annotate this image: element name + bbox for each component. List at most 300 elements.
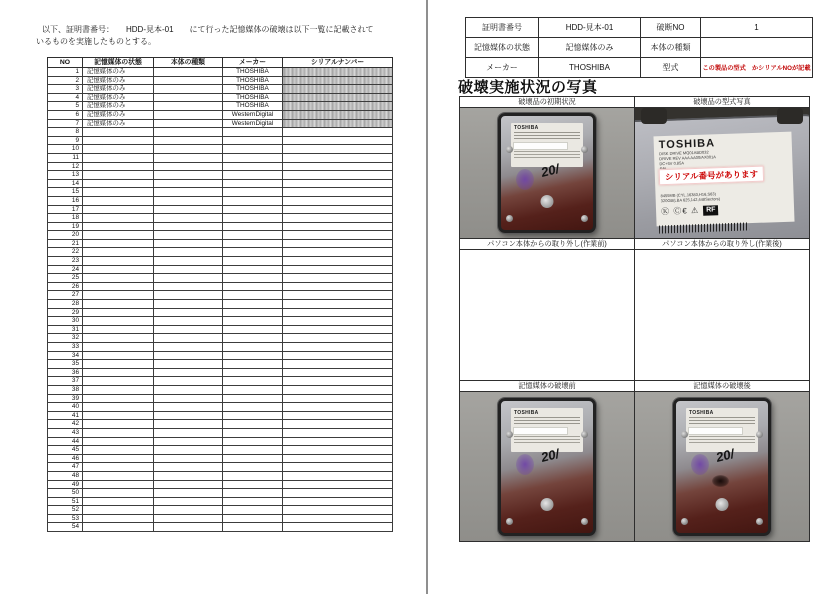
cell-maker	[223, 343, 283, 352]
cell-serial	[283, 334, 393, 343]
cell-maker	[223, 231, 283, 240]
cell-maker	[223, 360, 283, 369]
table-row	[48, 119, 393, 128]
cell-serial	[283, 377, 393, 386]
cell-state	[83, 196, 154, 205]
cell-body	[154, 385, 223, 394]
cell-maker	[223, 171, 283, 180]
handwritten-mark: 20/	[714, 445, 736, 465]
label-line: 320GB(LBA 625,142,448Sectors)	[660, 196, 721, 204]
cell-body	[154, 85, 223, 94]
table-row	[48, 463, 393, 472]
cell-body	[154, 205, 223, 214]
cell-serial	[283, 411, 393, 420]
table-row	[48, 514, 393, 523]
table-row	[48, 85, 393, 94]
cell-state	[83, 471, 154, 480]
cell-serial	[283, 317, 393, 326]
table-row	[48, 153, 393, 162]
cell-body	[154, 428, 223, 437]
cell-maker	[223, 128, 283, 137]
table-row	[48, 257, 393, 266]
handwritten-mark: 20/	[539, 161, 561, 180]
cell-maker	[223, 385, 283, 394]
caption-removal-after: パソコン本体からの取り外し(作業後)	[635, 239, 810, 250]
cell-maker	[223, 446, 283, 455]
cell-state	[83, 222, 154, 231]
cell-state	[83, 145, 154, 154]
cell-serial	[283, 196, 393, 205]
cell-serial	[283, 68, 393, 77]
cell-maker	[223, 265, 283, 274]
cell-state	[83, 205, 154, 214]
cell-no: 15	[48, 188, 83, 197]
cell-maker	[223, 214, 283, 223]
cell-state: 記憶媒体のみ	[83, 119, 154, 128]
cell-serial	[283, 428, 393, 437]
table-row	[48, 196, 393, 205]
table-row	[48, 497, 393, 506]
cell-no: 23	[48, 257, 83, 266]
cell-no: 28	[48, 300, 83, 309]
table-row	[48, 411, 393, 420]
photo-model-label	[635, 108, 809, 238]
cell-maker	[223, 248, 283, 257]
table-row	[48, 265, 393, 274]
certificate-header-table	[465, 17, 813, 78]
table-row	[48, 76, 393, 85]
cell-maker	[223, 489, 283, 498]
table-row	[48, 351, 393, 360]
table-row	[48, 454, 393, 463]
cell-no: 9	[48, 136, 83, 145]
table-row	[48, 523, 393, 532]
cell-body	[154, 145, 223, 154]
cell-maker: THOSHIBA	[223, 76, 283, 85]
cell-state	[83, 454, 154, 463]
cell-state	[83, 248, 154, 257]
cell-state: 記憶媒体のみ	[83, 93, 154, 102]
cell-no: 13	[48, 171, 83, 180]
cert-value: 1	[701, 18, 813, 38]
cell-no: 24	[48, 265, 83, 274]
cell-body	[154, 239, 223, 248]
cell-state	[83, 300, 154, 309]
cell-no: 36	[48, 368, 83, 377]
closeup-shadow	[777, 108, 803, 124]
cell-no: 5	[48, 102, 83, 111]
table-row	[48, 162, 393, 171]
screw-icon	[581, 146, 588, 153]
cell-state	[83, 282, 154, 291]
cell-no: 7	[48, 119, 83, 128]
cell-maker	[223, 514, 283, 523]
screw-icon	[756, 518, 763, 525]
cell-body	[154, 351, 223, 360]
cell-serial	[283, 394, 393, 403]
cell-body	[154, 257, 223, 266]
hdd-serial-redaction	[514, 428, 567, 434]
cell-serial	[283, 300, 393, 309]
cell-serial	[283, 308, 393, 317]
page-title: 破壊実施状況の写真	[458, 79, 598, 96]
cell-state	[83, 446, 154, 455]
cell-body	[154, 471, 223, 480]
table-row	[48, 385, 393, 394]
cell-body	[154, 411, 223, 420]
cell-maker	[223, 282, 283, 291]
model-note-red-text: この製品の型式 かシリアルNOが記載	[701, 58, 813, 78]
table-row	[48, 248, 393, 257]
label-line: DC+5V 0.85A	[659, 160, 685, 167]
photo-cell	[635, 108, 810, 239]
cell-no: 1	[48, 68, 83, 77]
cell-maker: THOSHIBA	[223, 85, 283, 94]
cell-state	[83, 265, 154, 274]
cell-state	[83, 128, 154, 137]
cell-maker	[223, 153, 283, 162]
cell-no: 48	[48, 471, 83, 480]
cell-maker	[223, 394, 283, 403]
cell-serial	[283, 506, 393, 515]
table-row	[48, 506, 393, 515]
column-header: シリアルナンバー	[283, 58, 393, 68]
cell-state	[83, 506, 154, 515]
cell-serial	[283, 454, 393, 463]
cert-label: 証明書番号	[466, 18, 539, 38]
cell-maker	[223, 411, 283, 420]
hdd-label-lines	[514, 417, 580, 426]
cert-label: 記憶媒体の状態	[466, 38, 539, 58]
cert-row	[466, 38, 813, 58]
screw-icon	[581, 215, 588, 222]
hdd-serial-redaction	[689, 428, 742, 434]
cell-state: 記憶媒体のみ	[83, 68, 154, 77]
cell-serial	[283, 291, 393, 300]
photo-row	[460, 250, 810, 381]
cell-maker	[223, 368, 283, 377]
cell-body	[154, 196, 223, 205]
cell-maker	[223, 523, 283, 532]
cell-no: 49	[48, 480, 83, 489]
cell-maker: THOSHIBA	[223, 68, 283, 77]
table-row	[48, 205, 393, 214]
cell-state: 記憶媒体のみ	[83, 76, 154, 85]
cell-state	[83, 351, 154, 360]
cell-no: 22	[48, 248, 83, 257]
cell-body	[154, 265, 223, 274]
cell-body	[154, 437, 223, 446]
cert-value	[701, 38, 813, 58]
cell-body	[154, 497, 223, 506]
cell-serial	[283, 136, 393, 145]
cell-state	[83, 214, 154, 223]
cell-maker	[223, 480, 283, 489]
cell-serial	[283, 76, 393, 85]
cell-maker: WesternDigital	[223, 110, 283, 119]
cell-maker	[223, 506, 283, 515]
cell-serial	[283, 171, 393, 180]
table-row	[48, 489, 393, 498]
cell-state	[83, 188, 154, 197]
table-row	[48, 394, 393, 403]
caption-removal-before: パソコン本体からの取り外し(作業前)	[460, 239, 635, 250]
table-row	[48, 343, 393, 352]
table-row	[48, 239, 393, 248]
cell-body	[154, 334, 223, 343]
cell-no: 21	[48, 239, 83, 248]
cell-no: 6	[48, 110, 83, 119]
cell-serial	[283, 403, 393, 412]
hdd-image-destroyed	[673, 398, 771, 536]
cell-no: 25	[48, 274, 83, 283]
cell-state	[83, 497, 154, 506]
cell-serial	[283, 205, 393, 214]
cell-no: 20	[48, 231, 83, 240]
cell-no: 29	[48, 308, 83, 317]
cell-no: 32	[48, 334, 83, 343]
hdd-brand-text: TOSHIBA	[514, 125, 539, 131]
cell-serial	[283, 489, 393, 498]
cell-body	[154, 489, 223, 498]
cell-serial	[283, 351, 393, 360]
cell-serial	[283, 446, 393, 455]
intro-line-2: いるものを実施したものとする。	[36, 36, 156, 46]
cell-body	[154, 171, 223, 180]
cell-body	[154, 377, 223, 386]
cell-serial	[283, 102, 393, 111]
screw-icon	[681, 518, 688, 525]
cell-state	[83, 308, 154, 317]
cell-body	[154, 119, 223, 128]
cell-serial	[283, 437, 393, 446]
cell-no: 38	[48, 385, 83, 394]
cell-state: 記憶媒体のみ	[83, 110, 154, 119]
caption-initial-state: 破壊品の初期状況	[460, 97, 635, 108]
cert-row	[466, 18, 813, 38]
cell-no: 51	[48, 497, 83, 506]
cell-body	[154, 325, 223, 334]
hdd-serial-redaction	[514, 143, 567, 149]
caption-destroy-before: 記憶媒体の破壊前	[460, 381, 635, 392]
cell-maker	[223, 377, 283, 386]
cell-serial	[283, 343, 393, 352]
cell-no: 33	[48, 343, 83, 352]
cell-state	[83, 514, 154, 523]
cell-body	[154, 231, 223, 240]
cell-state	[83, 334, 154, 343]
cell-serial	[283, 188, 393, 197]
cell-serial	[283, 239, 393, 248]
cell-state	[83, 162, 154, 171]
table-row	[48, 480, 393, 489]
cell-body	[154, 454, 223, 463]
cell-serial	[283, 385, 393, 394]
cell-state	[83, 274, 154, 283]
cell-no: 34	[48, 351, 83, 360]
cell-body	[154, 480, 223, 489]
cell-state	[83, 463, 154, 472]
cell-no: 16	[48, 196, 83, 205]
cell-state	[83, 368, 154, 377]
photo-row	[460, 108, 810, 239]
cell-serial	[283, 85, 393, 94]
table-row	[48, 282, 393, 291]
cell-maker	[223, 308, 283, 317]
cell-maker	[223, 437, 283, 446]
purple-stamp	[691, 454, 709, 475]
screw-icon	[756, 431, 763, 438]
intro-line-1: 以下、証明書番号： HDD-見本-01 にて行った記憶媒体の破壊は以下一覧に記載されて	[42, 25, 374, 34]
cell-serial	[283, 360, 393, 369]
cell-state	[83, 153, 154, 162]
cert-value: HDD-見本-01	[539, 18, 641, 38]
cell-body	[154, 179, 223, 188]
cell-maker	[223, 471, 283, 480]
photo-empty-after	[635, 250, 809, 380]
cell-serial	[283, 325, 393, 334]
cell-serial	[283, 420, 393, 429]
table-row	[48, 93, 393, 102]
table-row	[48, 128, 393, 137]
table-row	[48, 231, 393, 240]
cell-body	[154, 282, 223, 291]
cell-serial	[283, 128, 393, 137]
cell-no: 11	[48, 153, 83, 162]
cell-maker	[223, 351, 283, 360]
cell-no: 27	[48, 291, 83, 300]
hdd-closeup-label	[653, 132, 794, 227]
photo-destroy-after	[635, 392, 809, 541]
column-header: 記憶媒体の状態	[83, 58, 154, 68]
hdd-label-lines	[514, 436, 580, 444]
cell-no: 4	[48, 93, 83, 102]
table-row	[48, 222, 393, 231]
caption-row	[460, 239, 810, 250]
cell-no: 31	[48, 325, 83, 334]
table-row	[48, 274, 393, 283]
cell-body	[154, 300, 223, 309]
cell-no: 2	[48, 76, 83, 85]
closeup-shadow	[641, 108, 667, 124]
media-table-head	[48, 58, 393, 68]
table-row	[48, 368, 393, 377]
cell-maker: THOSHIBA	[223, 102, 283, 111]
hdd-label-lines	[514, 132, 580, 141]
hdd-label-lines	[689, 436, 755, 444]
photo-row	[460, 392, 810, 542]
cell-maker	[223, 291, 283, 300]
cell-state	[83, 325, 154, 334]
cell-maker	[223, 196, 283, 205]
cell-no: 19	[48, 222, 83, 231]
table-row	[48, 136, 393, 145]
hdd-label	[686, 408, 758, 452]
cell-no: 14	[48, 179, 83, 188]
cell-no: 42	[48, 420, 83, 429]
cell-serial	[283, 110, 393, 119]
cert-label: 型式	[641, 58, 701, 78]
hdd-brand-text: TOSHIBA	[658, 137, 716, 152]
rf-logo: RF	[703, 205, 719, 216]
cell-body	[154, 110, 223, 119]
cell-maker	[223, 205, 283, 214]
cell-serial	[283, 282, 393, 291]
cell-maker	[223, 179, 283, 188]
hdd-brand-text: TOSHIBA	[689, 409, 714, 416]
cell-state	[83, 437, 154, 446]
photo-cell	[460, 108, 635, 239]
spindle-hub	[541, 498, 554, 511]
cert-glyph-icons: Ⓚ Ⓒ€ ⚠	[660, 205, 700, 217]
cell-body	[154, 368, 223, 377]
cell-no: 17	[48, 205, 83, 214]
cell-body	[154, 446, 223, 455]
screw-icon	[581, 518, 588, 525]
media-table-body	[48, 68, 393, 532]
cell-state	[83, 420, 154, 429]
cell-body	[154, 93, 223, 102]
cell-state	[83, 231, 154, 240]
caption-row	[460, 97, 810, 108]
table-row	[48, 446, 393, 455]
table-row	[48, 377, 393, 386]
cell-no: 35	[48, 360, 83, 369]
cell-state	[83, 239, 154, 248]
hdd-brand-text: TOSHIBA	[514, 409, 539, 416]
cell-serial	[283, 471, 393, 480]
cell-maker: THOSHIBA	[223, 93, 283, 102]
cell-maker	[223, 145, 283, 154]
cell-no: 54	[48, 523, 83, 532]
cell-serial	[283, 153, 393, 162]
table-row	[48, 325, 393, 334]
cell-serial	[283, 480, 393, 489]
cell-maker	[223, 300, 283, 309]
cell-no: 41	[48, 411, 83, 420]
cell-maker	[223, 222, 283, 231]
screw-icon	[581, 431, 588, 438]
cell-body	[154, 128, 223, 137]
photo-empty-before	[460, 250, 634, 380]
cell-no: 8	[48, 128, 83, 137]
cell-maker: WesternDigital	[223, 119, 283, 128]
table-row	[48, 428, 393, 437]
cell-body	[154, 463, 223, 472]
cell-serial	[283, 257, 393, 266]
cell-body	[154, 317, 223, 326]
cell-no: 45	[48, 446, 83, 455]
handwritten-mark: 20/	[539, 445, 561, 465]
cell-serial	[283, 222, 393, 231]
cell-body	[154, 188, 223, 197]
cell-serial	[283, 231, 393, 240]
table-row	[48, 471, 393, 480]
cell-no: 53	[48, 514, 83, 523]
cell-state	[83, 360, 154, 369]
cell-body	[154, 153, 223, 162]
caption-model-photo: 破壊品の型式写真	[635, 97, 810, 108]
table-row	[48, 437, 393, 446]
cell-serial	[283, 368, 393, 377]
spindle-hub	[716, 498, 729, 511]
caption-destroy-after: 記憶媒体の破壊後	[635, 381, 810, 392]
cell-maker	[223, 403, 283, 412]
photo-cell	[635, 392, 810, 542]
table-row	[48, 110, 393, 119]
cell-maker	[223, 162, 283, 171]
table-row	[48, 300, 393, 309]
